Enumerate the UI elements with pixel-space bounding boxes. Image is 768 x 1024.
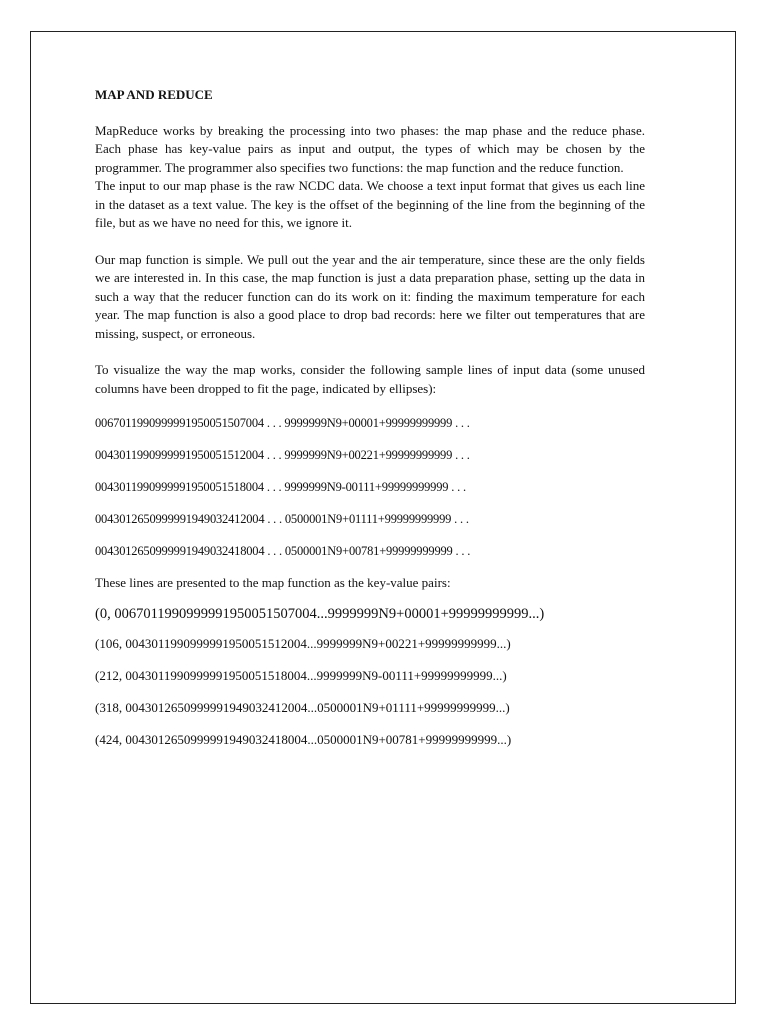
paragraph-map-function: Our map function is simple. We pull out the year and the air temperature, since these are the only fields we are interested in. In this case, the map function is just a data preparation phase, setting up the data in such a way that the reducer function can do its work on it: finding the maximum temperature for each year. The map function is also a good place to drop bad records: here we filter out temperatures that are missing, suspect, or erroneous. <box>95 251 645 341</box>
sample-data-lines <box>95 414 645 561</box>
paragraph-mapreduce-intro: MapReduce works by breaking the processing into two phases: the map phase and the reduce phase. Each phase has key-value pairs as input and output, the types of which may be chosen by the programmer. The programmer also specifies two functions: the map function and the reduce function. <box>95 122 645 175</box>
sample-line: 0043011990999991950051512004 . . . 9999999N9+00221+99999999999 . . . <box>95 448 470 462</box>
paragraph-visualize: To visualize the way the map works, consider the following sample lines of input data (some unused columns have been dropped to fit the page, indicated by ellipses): <box>95 362 645 396</box>
key-value-pair: (106, 0043011990999991950051512004...9999999N9+00221+99999999999...) <box>95 636 511 651</box>
sample-line: 0043012650999991949032418004 . . . 0500001N9+00781+99999999999 . . . <box>95 544 471 558</box>
key-value-pairs <box>95 605 645 750</box>
key-value-pair: (424, 0043012650999991949032418004...0500001N9+00781+99999999999...) <box>95 732 512 747</box>
key-value-pair: (318, 0043012650999991949032412004...0500001N9+01111+99999999999...) <box>95 700 510 715</box>
document-content <box>95 86 645 763</box>
key-value-pair: (0, 0067011990999991950051507004...9999999N9+00001+99999999999...) <box>95 605 545 622</box>
document-page <box>30 31 736 1004</box>
document-title: MAP AND REDUCE <box>95 87 213 102</box>
sample-line: 0067011990999991950051507004 . . . 9999999N9+00001+99999999999 . . . <box>95 416 470 430</box>
paragraph-map-input: The input to our map phase is the raw NCDC data. We choose a text input format that gives us each line in the dataset as a text value. The key is the offset of the beginning of the line from the beginning of the file, but as we have no need for this, we ignore it. <box>95 178 645 230</box>
sample-line: 0043012650999991949032412004 . . . 0500001N9+01111+99999999999 . . . <box>95 512 469 526</box>
sample-line: 0043011990999991950051518004 . . . 9999999N9-00111+99999999999 . . . <box>95 480 466 494</box>
key-value-pair: (212, 0043011990999991950051518004...9999999N9-00111+99999999999...) <box>95 668 507 683</box>
paragraph-key-value-pairs: These lines are presented to the map function as the key-value pairs: <box>95 575 451 590</box>
